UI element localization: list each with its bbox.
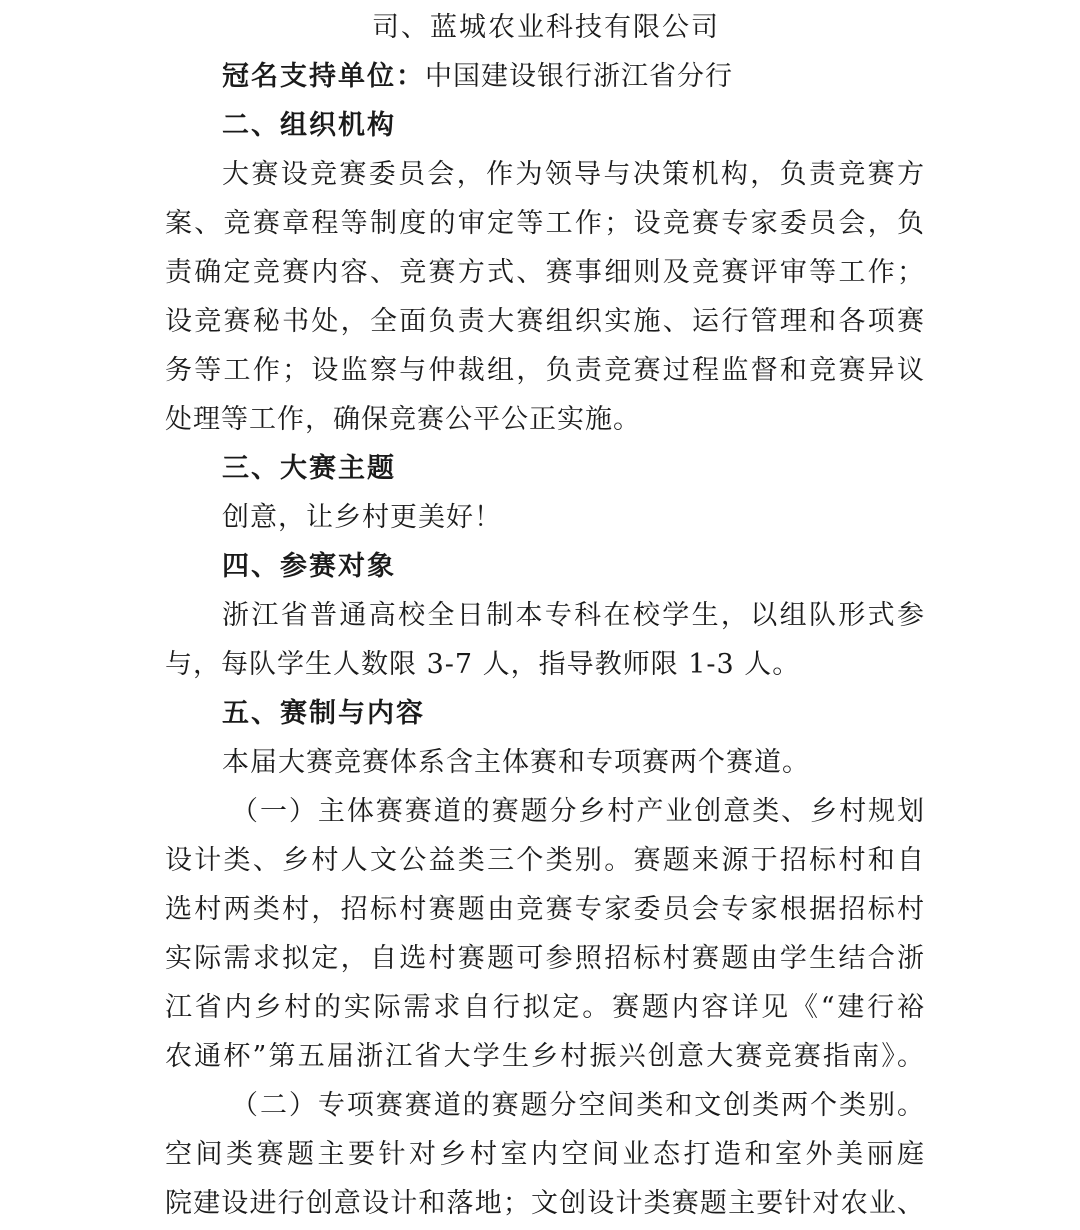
paragraph-line: 务等工作；设监察与仲裁组，负责竞赛过程监督和竞赛异议 xyxy=(165,355,925,386)
paragraph-line: 大赛设竞赛委员会，作为领导与决策机构，负责竞赛方 xyxy=(222,159,925,190)
section-heading-format: 五、赛制与内容 xyxy=(222,698,425,729)
paragraph-line: 设计类、乡村人文公益类三个类别。赛题来源于招标村和自 xyxy=(165,845,925,876)
paragraph-line: 农通杯”第五届浙江省大学生乡村振兴创意大赛竞赛指南》。 xyxy=(165,1041,925,1072)
section-heading-organization: 二、组织机构 xyxy=(222,110,396,141)
paragraph-line: 实际需求拟定，自选村赛题可参照招标村赛题由学生结合浙 xyxy=(165,943,925,974)
section-heading-theme: 三、大赛主题 xyxy=(222,453,396,484)
sponsor-value: 中国建设银行浙江省分行 xyxy=(425,61,733,92)
paragraph-line: 本届大赛竞赛体系含主体赛和专项赛两个赛道。 xyxy=(222,747,810,778)
paragraph-line: 空间类赛题主要针对乡村室内空间业态打造和室外美丽庭 xyxy=(165,1139,925,1170)
paragraph-line: 院建设进行创意设计和落地；文创设计类赛题主要针对农业、 xyxy=(165,1188,925,1219)
sponsor-label: 冠名支持单位： xyxy=(222,61,425,92)
paragraph-line: 浙江省普通高校全日制本专科在校学生，以组队形式参 xyxy=(222,600,925,631)
organizer-continuation: 司、蓝城农业科技有限公司 xyxy=(372,12,720,43)
paragraph-line: 责确定竞赛内容、竞赛方式、赛事细则及竞赛评审等工作； xyxy=(165,257,925,288)
paragraph-line: 江省内乡村的实际需求自行拟定。赛题内容详见《“建行裕 xyxy=(165,992,925,1023)
sponsor-line xyxy=(222,57,733,97)
paragraph-line: 设竞赛秘书处，全面负责大赛组织实施、运行管理和各项赛 xyxy=(165,306,925,337)
paragraph-line: （二）专项赛赛道的赛题分空间类和文创类两个类别。 xyxy=(231,1090,925,1121)
paragraph-line: （一）主体赛赛道的赛题分乡村产业创意类、乡村规划 xyxy=(231,796,925,827)
paragraph-line: 处理等工作，确保竞赛公平公正实施。 xyxy=(165,404,641,435)
section-heading-participants: 四、参赛对象 xyxy=(222,551,396,582)
paragraph-line: 案、竞赛章程等制度的审定等工作；设竞赛专家委员会，负 xyxy=(165,208,925,239)
paragraph-line: 选村两类村，招标村赛题由竞赛专家委员会专家根据招标村 xyxy=(165,894,925,925)
paragraph-line: 与，每队学生人数限 3-7 人，指导教师限 1-3 人。 xyxy=(165,649,801,680)
paragraph-line: 创意，让乡村更美好！ xyxy=(222,502,502,533)
